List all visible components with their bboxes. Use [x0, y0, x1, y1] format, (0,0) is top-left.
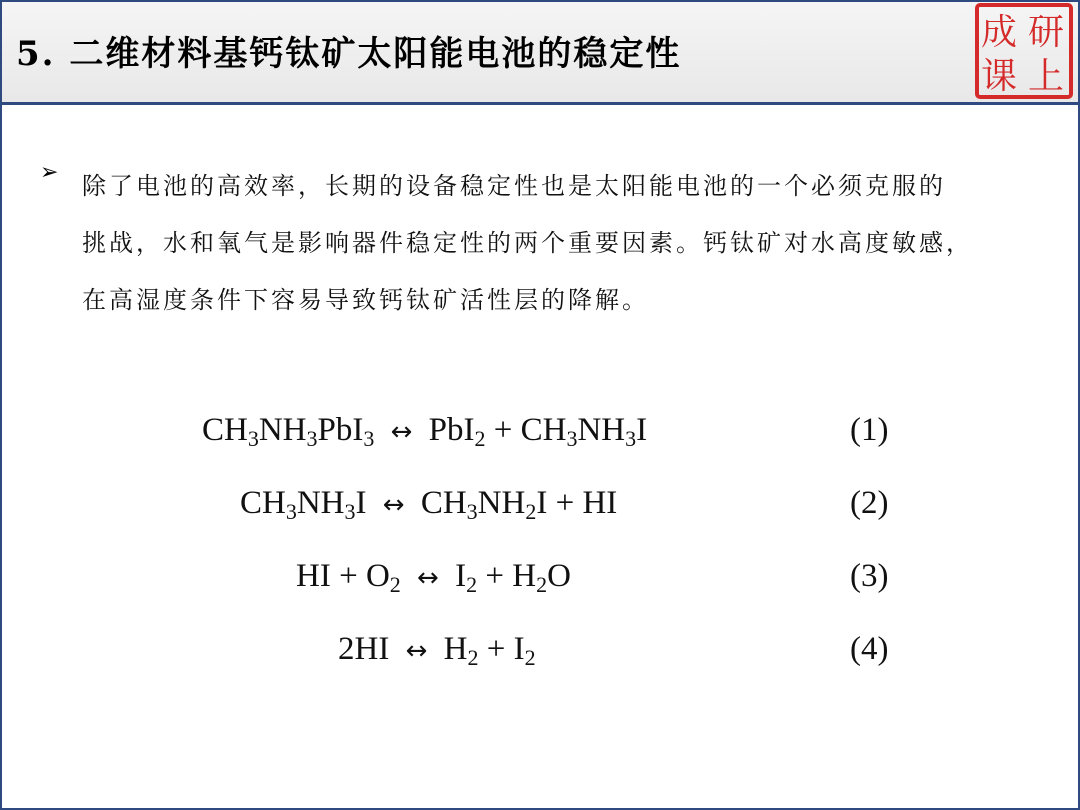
equation-3: HI + $O_2$ ↔ $I_2 + H_2O$ — [296, 558, 571, 597]
bullet-text — [82, 158, 1072, 329]
bullet-line-1: 除了电池的高效率，长期的设备稳定性也是太阳能电池的一个必须克服的 — [82, 172, 946, 200]
logo-char-3: 课 — [980, 56, 1018, 97]
logo — [974, 2, 1074, 100]
equation-number-2: (2) — [850, 485, 889, 521]
header-band — [2, 2, 1078, 105]
bullet-arrow-icon: ➢ — [40, 160, 59, 185]
equilibrium-arrow: ↔ — [382, 490, 405, 520]
equation-1: $CH_3NH_3PbI_3$ ↔ $PbI_2 + CH_3NH_3I$ — [202, 412, 648, 451]
logo-char-1: 成 — [980, 12, 1018, 53]
equilibrium-arrow: ↔ — [405, 636, 428, 666]
equilibrium-arrow: ↔ — [390, 417, 413, 447]
equation-number-3: (3) — [850, 558, 889, 594]
logo-char-2: 研 — [1027, 12, 1065, 53]
slide-title: 5. 二维材料基钙钛矿太阳能电池的稳定性 — [16, 34, 682, 74]
logo-char-4: 上 — [1027, 56, 1065, 97]
equation-number-4: (4) — [850, 631, 889, 667]
equilibrium-arrow: ↔ — [417, 563, 439, 593]
bullet-line-3: 在高湿度条件下容易导致钙钛矿活性层的降解。 — [82, 286, 649, 314]
equation-number-1: (1) — [850, 412, 889, 448]
bullet-line-2: 挑战，水和氧气是影响器件稳定性的两个重要因素。钙钛矿对水高度敏感， — [82, 229, 973, 257]
equation-4: 2HI ↔ $H_2 + I_2$ — [338, 631, 536, 670]
equation-2: $CH_3NH_3I$ ↔ $CH_3NH_2I$ + HI — [240, 485, 618, 524]
